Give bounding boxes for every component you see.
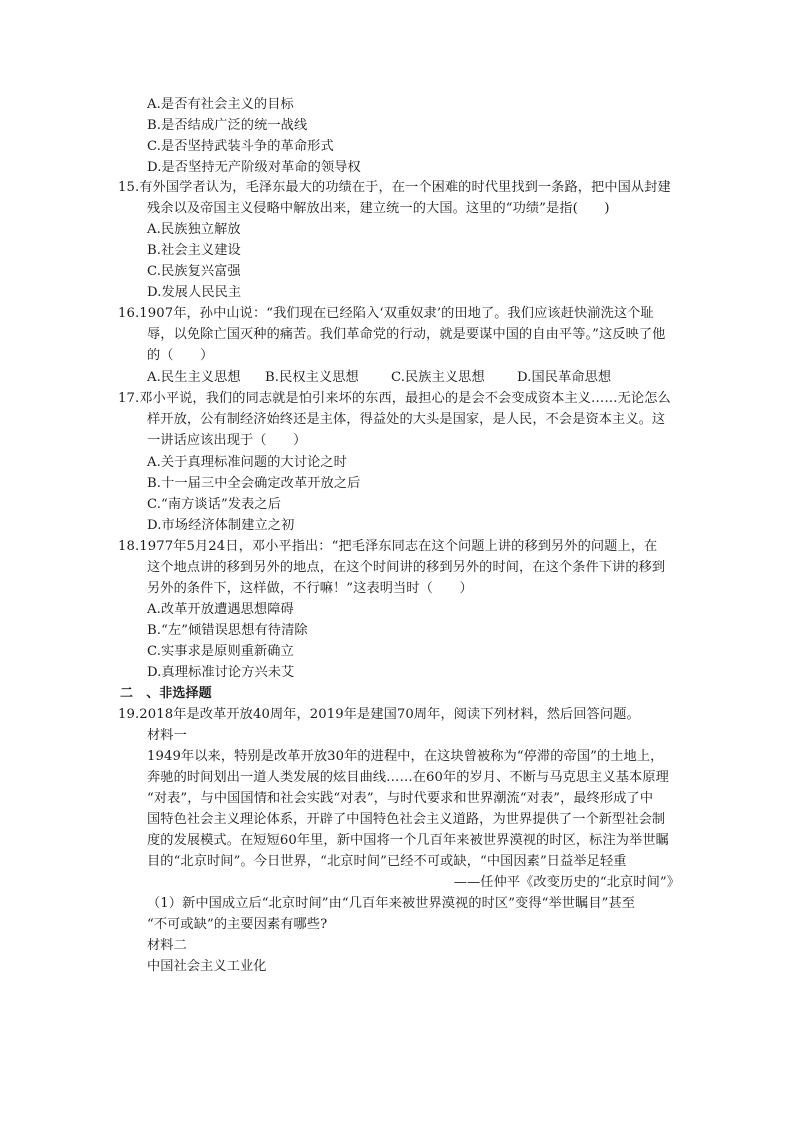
q19-sub1-line1: （1）新中国成立后“北京时间”由“几百年来被世界漠视的时区”变得“举世瞩目”甚至 (147, 896, 636, 911)
q16-stem-line3: 的（ ） (147, 348, 214, 363)
q19-material1-source: ——任仲平《改变历史的“北京时间”》 (453, 875, 680, 890)
q14-option-d: D.是否坚持无产阶级对革命的领导权 (147, 160, 361, 175)
q15-option-b: B.社会主义建设 (147, 243, 241, 258)
q15-stem-line2: 残余以及帝国主义侵略中解放出来，建立统一的大国。这里的“功绩”是指( ) (147, 201, 610, 216)
q14-option-a: A.是否有社会主义的目标 (147, 97, 294, 112)
q15-option-d: D.发展人民民主 (147, 285, 242, 300)
q14-option-c: C.是否坚持武装斗争的革命形式 (147, 139, 334, 154)
q16-stem-line2: 辱，以免除亡国灭种的痛苦。我们革命党的行动，就是要谋中国的自由平等。”这反映了他 (147, 327, 666, 342)
q19-material2-first-line: 中国社会主义工业化 (147, 959, 267, 974)
q18-option-a: A.改革开放遭遇思想障碍 (147, 602, 294, 617)
q18-option-d: D.真理标准讨论方兴未艾 (147, 665, 295, 680)
q17-option-c: C.“南方谈话”发表之后 (147, 497, 281, 512)
q17-option-d: D.市场经济体制建立之初 (147, 518, 295, 533)
q18-stem-line1: 18.1977年5月24日，邓小平指出：“把毛泽东同志在这个问题上讲的移到另外的问题上，在 (118, 539, 658, 554)
q19-sub1-line2: “不可或缺”的主要因素有哪些? (147, 917, 328, 932)
q17-stem-line2: 样开放，公有制经济始终还是主体，得益处的大头是国家，是人民，不会是资本主义。这 (147, 412, 666, 427)
q17-stem-line3: 一讲话应该出现于（ ） (147, 433, 307, 448)
q19-material1-line5: 度的发展模式。在短短60年里，新中国将一个几百年来被世界漠视的时区，标注为举世瞩 (147, 833, 669, 848)
q19-material1-line3: “对表”，与中国国情和社会实践“对表”，与时代要求和世界潮流“对表”，最终形成了中 (147, 791, 654, 806)
section-title-non-choice: 二 、非选择题 (120, 686, 212, 701)
q19-material1-label: 材料一 (147, 728, 187, 743)
q15-option-c: C.民族复兴富强 (147, 264, 241, 279)
q16-option-c: C.民族主义思想 (391, 370, 485, 385)
q19-material1-line6: 目的“北京时间”。今日世界，“北京时间”已经不可或缺，“中国因素”日益举足轻重 (147, 854, 627, 869)
q19-material1-line2: 奔驰的时间划出一道人类发展的炫目曲线……在60年的岁月、不断与马克思主义基本原理 (147, 770, 669, 785)
q16-option-d: D.国民革命思想 (517, 370, 612, 385)
q19-material2-label: 材料二 (147, 938, 187, 953)
q15-stem-line1: 15.有外国学者认为，毛泽东最大的功绩在于，在一个困难的时代里找到一条路，把中国从封建 (118, 180, 671, 195)
q19-material1-line4: 国特色社会主义理论体系，开辟了中国特色社会主义道路，为世界提供了一个新型社会制 (147, 812, 666, 827)
q17-option-b: B.十一届三中全会确定改革开放之后 (147, 476, 361, 491)
q18-stem-line3: 另外的条件下，这样做，不行嘛！”这表明当时（ ） (147, 581, 473, 596)
q16-option-a: A.民生主义思想 (147, 370, 241, 385)
q16-option-b: B.民权主义思想 (265, 370, 359, 385)
q18-stem-line2: 这个地点讲的移到另外的地点，在这个时间讲的移到另外的时间，在这个条件下讲的移到 (147, 560, 666, 575)
q19-intro: 19.2018年是改革开放40周年，2019年是建国70周年，阅读下列材料，然后回答问题。 (118, 707, 640, 722)
q16-options-row (147, 368, 611, 388)
q16-stem-line1: 16.1907年，孙中山说：“我们现在已经陷入‘双重奴隶’的田地了。我们应该赶快湔洗这个耻 (118, 306, 654, 321)
q18-option-b: B.“左”倾错误思想有待清除 (147, 623, 308, 638)
q15-option-a: A.民族独立解放 (147, 222, 241, 237)
q14-option-b: B.是否结成广泛的统一战线 (147, 118, 308, 133)
q17-stem-line1: 17.邓小平说，我们的同志就是怕引来坏的东西，最担心的是会不会变成资本主义……无论怎么 (118, 391, 671, 406)
q19-material1-line1: 1949年以来，特别是改革开放30年的进程中，在这块曾被称为“停滞的帝国”的土地上， (147, 749, 664, 764)
q17-option-a: A.关于真理标准问题的大讨论之时 (147, 455, 347, 470)
q18-option-c: C.实事求是原则重新确立 (147, 644, 294, 659)
